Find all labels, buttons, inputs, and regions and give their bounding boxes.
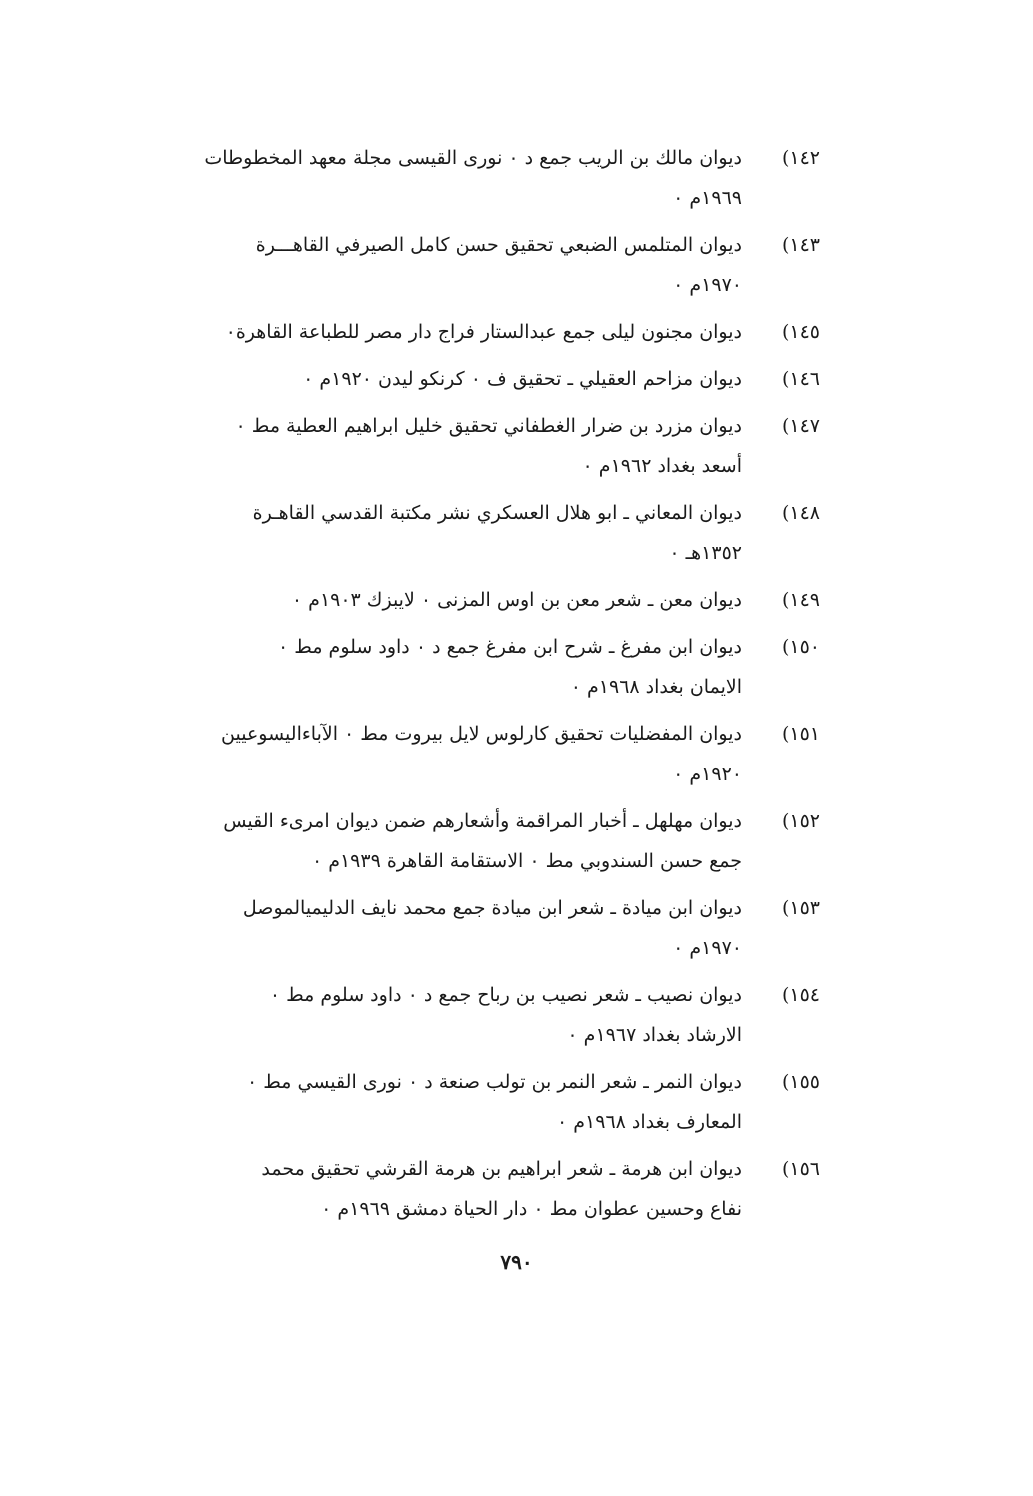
bibliography-entry bbox=[160, 1149, 820, 1229]
entry-line: ديوان المفضليات تحقيق كارلوس لايل بيروت مط ٠ الآباءاليسوعيين bbox=[221, 723, 742, 745]
entry-number: ١٥٦) bbox=[781, 1158, 820, 1180]
bibliography-entry bbox=[160, 312, 820, 352]
bibliography-entry bbox=[160, 359, 820, 399]
entry-continuation-line: المعارف بغداد ١٩٦٨م ٠ bbox=[557, 1111, 742, 1133]
entry-text bbox=[160, 888, 742, 968]
entry-number: ١٤٣) bbox=[781, 234, 820, 256]
entry-number: ١٥٢) bbox=[781, 810, 820, 832]
bibliography-entry bbox=[160, 406, 820, 486]
entry-number: ١٤٨) bbox=[781, 502, 820, 524]
bibliography-entry bbox=[160, 714, 820, 794]
entry-line: ديوان معن ـ شعر معن بن اوس المزنى ٠ لايبزك ١٩٠٣م ٠ bbox=[291, 589, 742, 611]
entry-line: ديوان نصيب ـ شعر نصيب بن رباح جمع د ٠ داود سلوم مط ٠ bbox=[269, 984, 742, 1006]
entry-number: ١٤٥) bbox=[781, 321, 820, 343]
entry-text bbox=[160, 801, 742, 881]
entry-text bbox=[160, 580, 742, 620]
entry-line: ديوان النمر ـ شعر النمر بن تولب صنعة د ٠ نورى القيسي مط ٠ bbox=[247, 1071, 742, 1093]
bibliography-entry bbox=[160, 975, 820, 1055]
entry-text bbox=[160, 225, 742, 305]
entry-number: ١٥٣) bbox=[781, 897, 820, 919]
entry-line: ديوان ابن هرمة ـ شعر ابراهيم بن هرمة القرشي تحقيق محمد bbox=[261, 1158, 742, 1180]
bibliography-entry bbox=[160, 801, 820, 881]
entry-line: ديوان مهلهل ـ أخبار المراقمة وأشعارهم ضمن ديوان امرىء القيس bbox=[223, 810, 742, 832]
bibliography-entry bbox=[160, 580, 820, 620]
entry-text bbox=[160, 1149, 742, 1229]
entry-continuation-line: الايمان بغداد ١٩٦٨م ٠ bbox=[570, 676, 742, 698]
entry-text bbox=[160, 406, 742, 486]
entry-number: ١٥١) bbox=[781, 723, 820, 745]
entry-line: ديوان ابن مفرغ ـ شرح ابن مفرغ جمع د ٠ داود سلوم مط ٠ bbox=[278, 636, 742, 658]
entry-continuation-line: ١٣٥٢هـ ٠ bbox=[669, 542, 742, 564]
entry-text bbox=[160, 627, 742, 707]
entry-text bbox=[160, 359, 742, 399]
entry-text bbox=[160, 312, 742, 352]
entry-line: ديوان مجنون ليلى جمع عبدالستار فراج دار مصر للطباعة القاهرة٠ bbox=[225, 321, 742, 343]
bibliography-entry bbox=[160, 627, 820, 707]
entry-number: ١٤٢) bbox=[781, 147, 820, 169]
entry-continuation-line: ١٩٦٩م ٠ bbox=[673, 187, 742, 209]
entry-number: ١٤٩) bbox=[781, 589, 820, 611]
entry-text bbox=[160, 138, 742, 218]
entry-line: ديوان مزرد بن ضرار الغطفاني تحقيق خليل ابراهيم العطية مط ٠ bbox=[235, 415, 742, 437]
entry-line: ديوان ابن ميادة ـ شعر ابن ميادة جمع محمد نايف الدليميالموصل bbox=[242, 897, 742, 919]
bibliography-entry bbox=[160, 225, 820, 305]
entry-continuation-line: أسعد بغداد ١٩٦٢م ٠ bbox=[582, 455, 742, 477]
entry-text bbox=[160, 1062, 742, 1142]
entry-continuation-line: ١٩٧٠م ٠ bbox=[673, 937, 742, 959]
entry-line: ديوان مزاحم العقيلي ـ تحقيق ف ٠ كرنكو ليدن ١٩٢٠م ٠ bbox=[303, 368, 742, 390]
entry-continuation-line: جمع حسن السندوبي مط ٠ الاستقامة القاهرة ١٩٣٩م ٠ bbox=[311, 850, 742, 872]
entry-number: ١٤٦) bbox=[781, 368, 820, 390]
entry-line: ديوان مالك بن الريب جمع د ٠ نورى القيسى مجلة معهد المخطوطات bbox=[204, 147, 742, 169]
entry-number: ١٥٥) bbox=[781, 1071, 820, 1093]
entry-number: ١٥٤) bbox=[781, 984, 820, 1006]
page-number: ٧٩٠ bbox=[500, 1250, 533, 1274]
entry-number: ١٤٧) bbox=[781, 415, 820, 437]
bibliography-entry bbox=[160, 493, 820, 573]
bibliography-entry bbox=[160, 888, 820, 968]
entry-continuation-line: ١٩٢٠م ٠ bbox=[673, 763, 742, 785]
entry-continuation-line: نفاع وحسين عطوان مط ٠ دار الحياة دمشق ١٩٦٩م ٠ bbox=[321, 1198, 742, 1220]
bibliography-list bbox=[160, 138, 820, 1236]
entry-text bbox=[160, 975, 742, 1055]
entry-continuation-line: ١٩٧٠م ٠ bbox=[673, 274, 742, 296]
entry-text bbox=[160, 714, 742, 794]
bibliography-entry bbox=[160, 138, 820, 218]
entry-continuation-line: الارشاد بغداد ١٩٦٧م ٠ bbox=[567, 1024, 742, 1046]
entry-text bbox=[160, 493, 742, 573]
bibliography-entry bbox=[160, 1062, 820, 1142]
entry-line: ديوان المتلمس الضبعي تحقيق حسن كامل الصيرفي القاهـــرة bbox=[255, 234, 742, 256]
entry-number: ١٥٠) bbox=[781, 636, 820, 658]
entry-line: ديوان المعاني ـ ابو هلال العسكري نشر مكتبة القدسي القاهـرة bbox=[252, 502, 742, 524]
